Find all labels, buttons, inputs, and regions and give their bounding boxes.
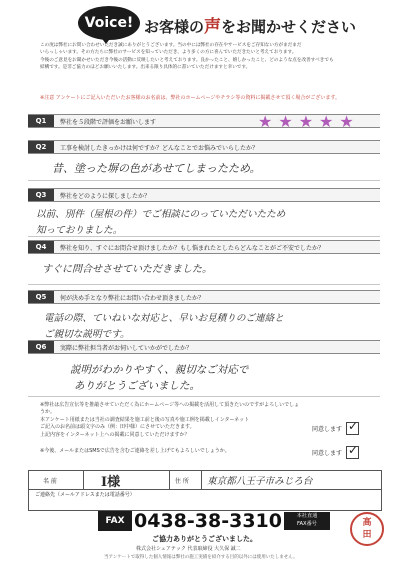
answer-q5-line1: 電話の際、ていねいな対応と、早いお見積りのご連絡と	[44, 313, 284, 324]
sms-consent-checkbox[interactable]	[346, 443, 359, 459]
answer-rule	[28, 396, 380, 397]
question-number: Q4	[28, 241, 54, 253]
thanks-text: ご協力ありがとうございました。	[152, 535, 257, 543]
rating-stars: ★★★★★	[258, 112, 360, 131]
hanko-seal	[350, 512, 384, 546]
question-text: 実際に弊社担当者がお伺いしていかがでしたか？	[60, 345, 193, 352]
company-text: 株式会社シェアテック 代表取締役 大久保 誠二	[136, 546, 241, 552]
consent-line: ご記入のお名前は頭文字のみ（例：田中様）にさせていただきます。	[40, 424, 195, 431]
question-q6	[28, 340, 380, 354]
fax-side-line: FAX番号	[297, 521, 317, 527]
voice-badge: Voice!	[78, 6, 140, 40]
intro-text	[40, 42, 365, 72]
contact-row	[28, 488, 382, 511]
address-field[interactable]: 東京都八王子市みじろ台	[207, 476, 313, 487]
answer-q2: 昔、塗った塀の色があせてしまったため。	[52, 162, 261, 175]
question-number: Q5	[28, 291, 54, 303]
question-q4	[28, 240, 380, 254]
question-number: Q1	[28, 115, 54, 127]
question-number: Q2	[28, 141, 54, 153]
title-suffix: をお聞かせください	[221, 18, 357, 36]
answer-q6-line1: 説明がわかりやすく、親切なご対応で	[70, 364, 249, 376]
divider	[83, 471, 84, 489]
name-label: 名 前	[43, 478, 57, 485]
answer-q5-line2: ご親切な説明です。	[44, 329, 130, 340]
divider	[169, 471, 170, 489]
question-text: 弊社を５段階で評価をお願いします	[60, 119, 157, 126]
question-q2	[28, 140, 380, 154]
answer-rule	[28, 284, 380, 285]
title-accent: 声	[204, 17, 222, 37]
fax-side-label	[284, 512, 330, 530]
name-address-row	[28, 470, 382, 490]
fax-side-line: 本社直通	[296, 513, 318, 519]
question-number: Q3	[28, 189, 54, 201]
answer-q3-line1: 以前、別件（屋根の件）でご相談にのっていただいたため	[36, 209, 286, 220]
intro-line: いらっしゃいます。その方たちに弊社のサービスを知っていただき、より多くの方に喜んでいただきたいと考えております。	[40, 50, 297, 56]
consent-checkbox[interactable]	[346, 419, 359, 435]
question-q3	[28, 188, 380, 202]
seal-char: 田	[362, 530, 372, 540]
warning-note: ※注意 アンケートにご記入いただいたお客様のお名前は、弊社のホームページやチラシ等の資料に掲載させて頂く場合がございます。	[40, 95, 340, 101]
consent-line: 本アンケート用紙または当社の調査結果を施工前と後の写真や施工例を掲載しインターネット	[40, 416, 250, 423]
question-text: 弊社を知り、すぐにお問合せ頂けましたか？もし悩まれたとしたらどんなことがご不安でしたか？	[60, 245, 325, 252]
seal-char: 高	[362, 518, 372, 528]
answer-rule	[28, 180, 380, 181]
fax-icon: FAX	[98, 511, 132, 531]
question-text: 何が決め手となり弊社にお問い合わせ頂きましたか？	[60, 295, 205, 302]
intro-line: 結構です。是非ご協力のほどお願いいたします。出来る限り具体的に書いていただけますと幸いです。	[40, 65, 251, 71]
answer-q6-line2: ありがとうございました。	[74, 380, 200, 392]
intro-line: 今後のご意見をお聞かせいただき今後の活動に反映したいと考えております。良かったこと、嬉しかったこと、どのような点を改善すべきでも	[40, 57, 334, 63]
agree-label-sms: 同意します	[312, 450, 343, 457]
question-text: 工事を検討したきっかけは何ですか？どんなことでお悩みでいらしたか？	[60, 145, 259, 152]
check-mark-icon: ✓	[348, 419, 359, 433]
sms-consent-text: ※今後、メールまたはSMSで広告を含むご連絡を差し上げてもよろしいでしょうか。	[40, 448, 230, 454]
divider	[201, 471, 202, 489]
answer-q3-line2: 知っておりました。	[36, 225, 123, 236]
answer-rule	[28, 236, 380, 237]
name-field[interactable]: I様	[101, 475, 121, 490]
answer-q4: すぐに問合せさせていただきました。	[42, 264, 212, 275]
question-text: 弊社をどのように探しましたか？	[60, 193, 151, 200]
consent-text	[40, 402, 300, 439]
page-title	[144, 12, 356, 37]
question-q1	[28, 112, 380, 131]
question-number: Q6	[28, 341, 54, 353]
privacy-note: 当アンケートで取得した個人情報は弊社の施工実績を紹介する目的以外には使用いたしません。	[104, 555, 298, 560]
question-q5	[28, 290, 380, 304]
fax-number: 0438-38-3310	[134, 510, 282, 532]
consent-line: 上記内容をインターネット上への掲載に同意していただけますか？	[40, 431, 190, 438]
agree-label: 同意します	[312, 426, 343, 433]
intro-line: この度は弊社にお問い合わせいただき誠にありがとうございます。当の中には弊社の存在やサービスをご存知ない方がまだまだ	[40, 43, 302, 48]
contact-label: ご連絡先（メールアドレスまたは電話番号）	[35, 492, 135, 498]
check-mark-icon: ✓	[348, 443, 359, 457]
address-label: 住 所	[175, 478, 189, 485]
title-prefix: お客様の	[144, 18, 205, 36]
consent-line: ※弊社は広告宣伝等を推敲させていただく為にホームページ等への掲載を活用して頂きたいのですがよろしいでしょうか。	[40, 402, 300, 416]
